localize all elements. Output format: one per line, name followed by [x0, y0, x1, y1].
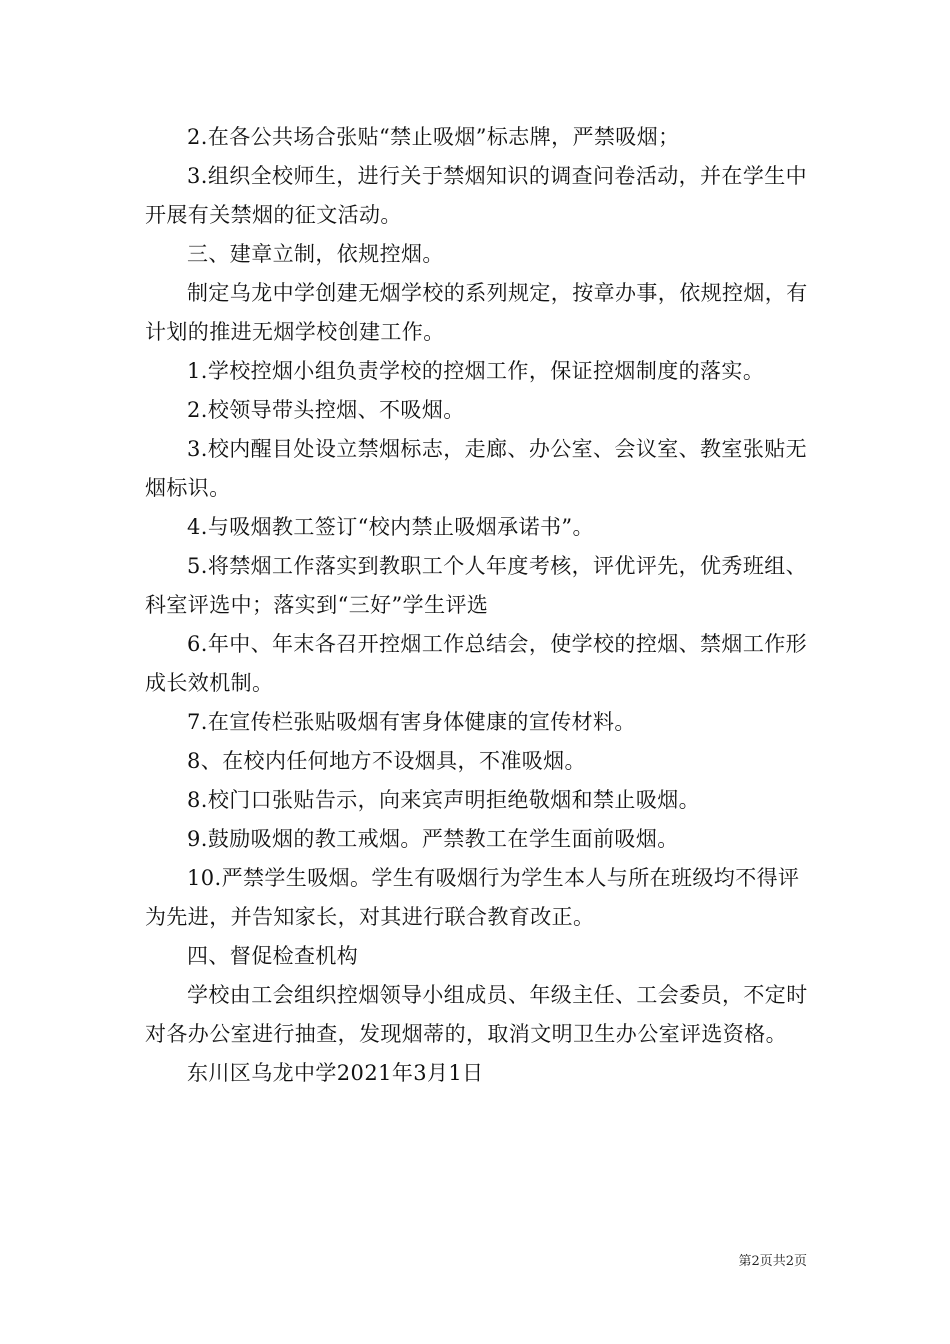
section-heading: 三、建章立制，依规控烟。 — [187, 242, 444, 266]
paragraph: 8、在校内任何地方不设烟具，不准吸烟。 — [187, 749, 586, 773]
paragraph: 9.鼓励吸烟的教工戒烟。严禁教工在学生面前吸烟。 — [187, 827, 679, 851]
paragraph: 6.年中、年末各召开控烟工作总结会，使学校的控烟、禁烟工作形成长效机制。 — [145, 632, 808, 695]
paragraph: 2.在各公共场合张贴“禁止吸烟”标志牌，严禁吸烟； — [187, 125, 680, 149]
paragraph: 7.在宣传栏张贴吸烟有害身体健康的宣传材料。 — [187, 710, 636, 734]
paragraph: 3.组织全校师生，进行关于禁烟知识的调查问卷活动，并在学生中开展有关禁烟的征文活动。 — [145, 164, 808, 227]
paragraph: 10.严禁学生吸烟。学生有吸烟行为学生本人与所在班级均不得评为先进，并告知家长，对其进行联合教育改正。 — [145, 866, 800, 929]
section-heading: 四、督促检查机构 — [187, 944, 359, 968]
paragraph: 3.校内醒目处设立禁烟标志，走廊、办公室、会议室、教室张贴无烟标识。 — [145, 437, 808, 500]
paragraph: 学校由工会组织控烟领导小组成员、年级主任、工会委员，不定时对各办公室进行抽查，发现烟蒂的，取消文明卫生办公室评选资格。 — [145, 983, 808, 1046]
signature-date: 东川区乌龙中学2021年3月1日 — [187, 1061, 484, 1085]
paragraph: 4.与吸烟教工签订“校内禁止吸烟承诺书”。 — [187, 515, 594, 539]
paragraph: 制定乌龙中学创建无烟学校的系列规定，按章办事，依规控烟，有计划的推进无烟学校创建工作。 — [145, 281, 808, 344]
paragraph: 8.校门口张贴告示，向来宾声明拒绝敬烟和禁止吸烟。 — [187, 788, 701, 812]
paragraph: 2.校领导带头控烟、不吸烟。 — [187, 398, 465, 422]
document-body — [145, 118, 810, 1093]
page-number: 第2页共2页 — [738, 1254, 807, 1269]
paragraph: 5.将禁烟工作落实到教职工个人年度考核，评优评先，优秀班组、科室评选中；落实到“三好”学生评选 — [145, 554, 808, 617]
paragraph: 1.学校控烟小组负责学校的控烟工作，保证控烟制度的落实。 — [187, 359, 765, 383]
